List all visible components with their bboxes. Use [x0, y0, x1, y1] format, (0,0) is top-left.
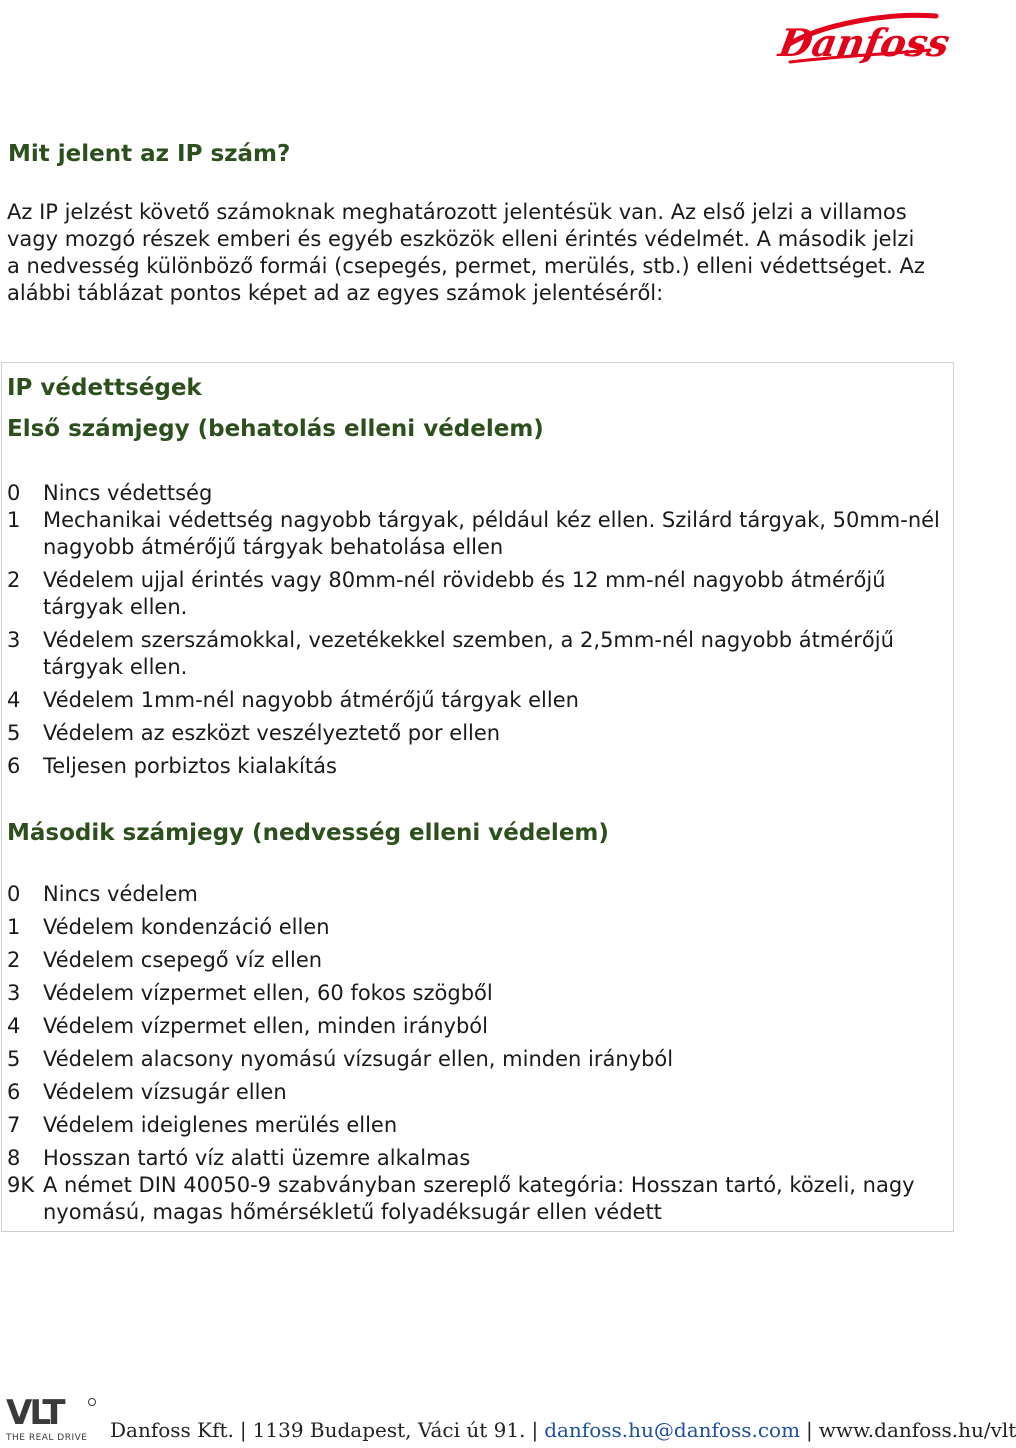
list-item — [7, 881, 947, 908]
list-item — [7, 567, 947, 621]
item-number: 3 — [7, 628, 21, 652]
item-number: 8 — [7, 1146, 21, 1170]
item-description: Védelem 1mm-nél nagyobb átmérőjű tárgyak ellen — [43, 688, 579, 712]
item-description: Nincs védettség — [43, 481, 213, 505]
item-number: 6 — [7, 754, 21, 778]
item-number: 2 — [7, 568, 21, 592]
page-title: Mit jelent az IP szám? — [8, 141, 291, 167]
item-description: Hosszan tartó víz alatti üzemre alkalmas — [43, 1146, 471, 1170]
list-item — [7, 1013, 947, 1040]
svg-text:VLT: VLT — [6, 1393, 63, 1433]
item-number: 4 — [7, 688, 21, 712]
list-item — [7, 1079, 947, 1106]
list-item — [7, 687, 947, 714]
second-digit-heading: Második számjegy (nedvesség elleni védelem) — [7, 820, 609, 846]
item-number: 9K — [7, 1173, 35, 1197]
first-digit-heading: Első számjegy (behatolás elleni védelem) — [7, 416, 544, 442]
footer-company: Danfoss Kft. — [110, 1418, 234, 1442]
footer-contact: Danfoss Kft. | 1139 Budapest, Váci út 91. | danfoss.hu@danfoss.com | www.danfoss.hu/vlt — [110, 1418, 1016, 1442]
danfoss-logo — [775, 6, 953, 70]
item-description: Védelem csepegő víz ellen — [43, 948, 323, 972]
item-number: 0 — [7, 882, 21, 906]
item-number: 0 — [7, 481, 21, 505]
ip-table-title: IP védettségek — [7, 375, 202, 401]
list-item — [7, 1046, 947, 1073]
list-item — [7, 480, 947, 507]
item-description: Nincs védelem — [43, 882, 198, 906]
item-number: 5 — [7, 1047, 21, 1071]
item-description: Védelem szerszámokkal, vezetékekkel szemben, a 2,5mm-nél nagyobb átmérőjű tárgyak ellen. — [43, 628, 894, 679]
intro-paragraph: Az IP jelzést követő számoknak meghatározott jelentésük van. Az első jelzi a villamos vagy mozgó részek emberi és egyéb eszközök elleni érintés védelmét. A második jelzi a nedvesség különböző formái (csepegés, permet, merülés, stb.) elleni védettséget. Az alábbi táblázat pontos képet ad az egyes számok jelentéséről: — [7, 200, 925, 305]
list-item — [7, 1145, 947, 1172]
list-item — [7, 753, 947, 780]
page-footer — [0, 1388, 1016, 1448]
item-number: 2 — [7, 948, 21, 972]
list-item — [7, 507, 947, 561]
vlt-logo — [6, 1394, 100, 1442]
item-number: 3 — [7, 981, 21, 1005]
svg-text:Danfoss: Danfoss — [775, 21, 953, 66]
item-description: Védelem ideiglenes merülés ellen — [43, 1113, 398, 1137]
item-description: Védelem az eszközt veszélyeztető por ellen — [43, 721, 501, 745]
item-number: 1 — [7, 508, 21, 532]
list-item — [7, 720, 947, 747]
list-item — [7, 1172, 947, 1226]
item-number: 6 — [7, 1080, 21, 1104]
svg-text:THE REAL DRIVE: THE REAL DRIVE — [6, 1433, 88, 1443]
item-number: 5 — [7, 721, 21, 745]
item-description: Védelem ujjal érintés vagy 80mm-nél rövidebb és 12 mm-nél nagyobb átmérőjű tárgyak ellen. — [43, 568, 886, 619]
footer-website-link[interactable]: www.danfoss.hu/vlt — [818, 1418, 1016, 1442]
list-item — [7, 980, 947, 1007]
item-description: Védelem vízsugár ellen — [43, 1080, 287, 1104]
list-item — [7, 627, 947, 681]
item-description: A német DIN 40050-9 szabványban szereplő kategória: Hosszan tartó, közeli, nagy nyomású, magas hőmérsékletű folyadéksugár ellen védett — [43, 1173, 915, 1224]
list-item — [7, 914, 947, 941]
item-description: Védelem alacsony nyomású vízsugár ellen, minden irányból — [43, 1047, 674, 1071]
item-description: Védelem vízpermet ellen, 60 fokos szögből — [43, 981, 493, 1005]
item-number: 7 — [7, 1113, 21, 1137]
item-number: 1 — [7, 915, 21, 939]
footer-address: 1139 Budapest, Váci út 91. — [252, 1418, 526, 1442]
list-item — [7, 1112, 947, 1139]
item-description: Teljesen porbiztos kialakítás — [43, 754, 337, 778]
list-item — [7, 947, 947, 974]
item-description: Védelem vízpermet ellen, minden irányból — [43, 1014, 488, 1038]
item-description: Mechanikai védettség nagyobb tárgyak, például kéz ellen. Szilárd tárgyak, 50mm-nél nagyobb átmérőjű tárgyak behatolása ellen — [43, 508, 940, 559]
item-description: Védelem kondenzáció ellen — [43, 915, 330, 939]
item-number: 4 — [7, 1014, 21, 1038]
footer-email-link[interactable]: danfoss.hu@danfoss.com — [544, 1418, 801, 1442]
